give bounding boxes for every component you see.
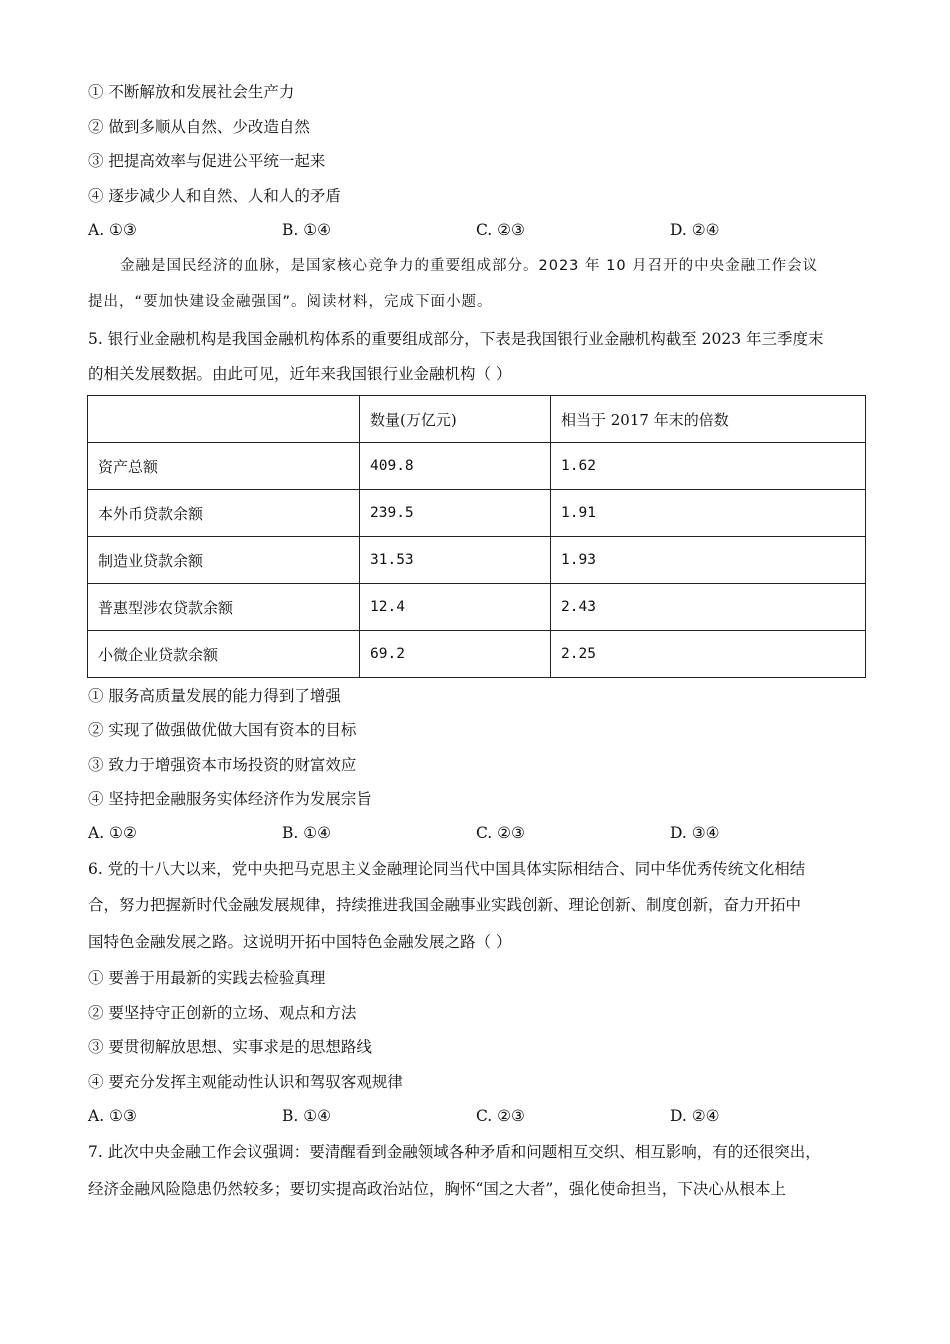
table-cell-amount: 31.53: [360, 537, 551, 584]
q5-option-d: D. ③④: [670, 824, 720, 842]
table-cell-multiple: 1.91: [551, 490, 866, 537]
q5-statement-2: ② 实现了做强做优做大国有资本的目标: [88, 721, 357, 739]
q6-option-d: D. ②④: [670, 1107, 720, 1125]
q4-option-d: D. ②④: [670, 221, 720, 239]
q4-option-a: A. ①③: [88, 221, 137, 239]
table-cell-multiple: 2.25: [551, 631, 866, 678]
q6-statement-4: ④ 要充分发挥主观能动性认识和驾驭客观规律: [88, 1073, 403, 1091]
table-cell-amount: 409.8: [360, 443, 551, 490]
table-cell-amount: 69.2: [360, 631, 551, 678]
table-cell-label: 普惠型涉农贷款余额: [88, 584, 360, 631]
table-cell-label: 小微企业贷款余额: [88, 631, 360, 678]
q5-stem-line-1: 5. 银行业金融机构是我国金融机构体系的重要组成部分，下表是我国银行业金融机构截至 2023 年三季度末: [88, 330, 824, 348]
bank-data-table: [87, 395, 866, 678]
q5-stem-line-2: 的相关发展数据。由此可见，近年来我国银行业金融机构（ ）: [88, 365, 512, 383]
table-cell-label: 制造业贷款余额: [88, 537, 360, 584]
q7-stem-line-2: 经济金融风险隐患仍然较多；要切实提高政治站位，胸怀“国之大者”，强化使命担当，下决心从根本上: [88, 1180, 786, 1198]
q5-statement-4: ④ 坚持把金融服务实体经济作为发展宗旨: [88, 790, 372, 808]
q6-statement-3: ③ 要贯彻解放思想、实事求是的思想路线: [88, 1038, 372, 1056]
q4-statement-3: ③ 把提高效率与促进公平统一起来: [88, 152, 326, 170]
q6-statement-2: ② 要坚持守正创新的立场、观点和方法: [88, 1004, 357, 1022]
q6-option-c: C. ②③: [476, 1107, 525, 1125]
q6-stem-line-3: 国特色金融发展之路。这说明开拓中国特色金融发展之路（ ）: [88, 933, 512, 951]
table-header-cell: 相当于 2017 年末的倍数: [551, 396, 866, 443]
table-cell-amount: 12.4: [360, 584, 551, 631]
q4-option-b: B. ①④: [282, 221, 332, 239]
q5-statement-1: ① 服务高质量发展的能力得到了增强: [88, 687, 341, 705]
q7-stem-line-1: 7. 此次中央金融工作会议强调：要清醒看到金融领域各种矛盾和问题相互交织、相互影响，有的还很突出，: [88, 1143, 821, 1161]
q4-option-c: C. ②③: [476, 221, 525, 239]
material-line-2: 提出，“要加快建设金融强国”。阅读材料，完成下面小题。: [88, 294, 493, 310]
q4-statement-1: ① 不断解放和发展社会生产力: [88, 83, 295, 101]
q6-option-a: A. ①③: [88, 1107, 137, 1125]
table-cell-multiple: 2.43: [551, 584, 866, 631]
table-cell-multiple: 1.62: [551, 443, 866, 490]
table-header-cell: 数量(万亿元): [360, 396, 551, 443]
table-cell-amount: 239.5: [360, 490, 551, 537]
table-cell-label: 本外币贷款余额: [88, 490, 360, 537]
q6-option-b: B. ①④: [282, 1107, 332, 1125]
table-cell-multiple: 1.93: [551, 537, 866, 584]
table-row: [88, 537, 866, 584]
q6-statement-1: ① 要善于用最新的实践去检验真理: [88, 969, 326, 987]
table-row: [88, 584, 866, 631]
q5-option-a: A. ①②: [88, 824, 137, 842]
material-line-1: 金融是国民经济的血脉，是国家核心竞争力的重要组成部分。2023 年 10 月召开的中央金融工作会议: [120, 258, 819, 274]
table-row: [88, 490, 866, 537]
q5-option-b: B. ①④: [282, 824, 332, 842]
q6-stem-line-1: 6. 党的十八大以来，党中央把马克思主义金融理论同当代中国具体实际相结合、同中华优秀传统文化相结: [88, 860, 806, 878]
table-cell-label: 资产总额: [88, 443, 360, 490]
q5-options: [88, 823, 868, 843]
q4-statement-2: ② 做到多顺从自然、少改造自然: [88, 118, 310, 136]
q4-options: [88, 220, 868, 240]
q5-option-c: C. ②③: [476, 824, 525, 842]
q5-statement-3: ③ 致力于增强资本市场投资的财富效应: [88, 756, 357, 774]
table-header-cell: [88, 396, 360, 443]
table-row: [88, 443, 866, 490]
table-header-row: [88, 396, 866, 443]
q6-stem-line-2: 合，努力把握新时代金融发展规律，持续推进我国金融事业实践创新、理论创新、制度创新，奋力开拓中: [88, 896, 802, 914]
table-row: [88, 631, 866, 678]
q4-statement-4: ④ 逐步减少人和自然、人和人的矛盾: [88, 187, 341, 205]
q6-options: [88, 1106, 868, 1126]
